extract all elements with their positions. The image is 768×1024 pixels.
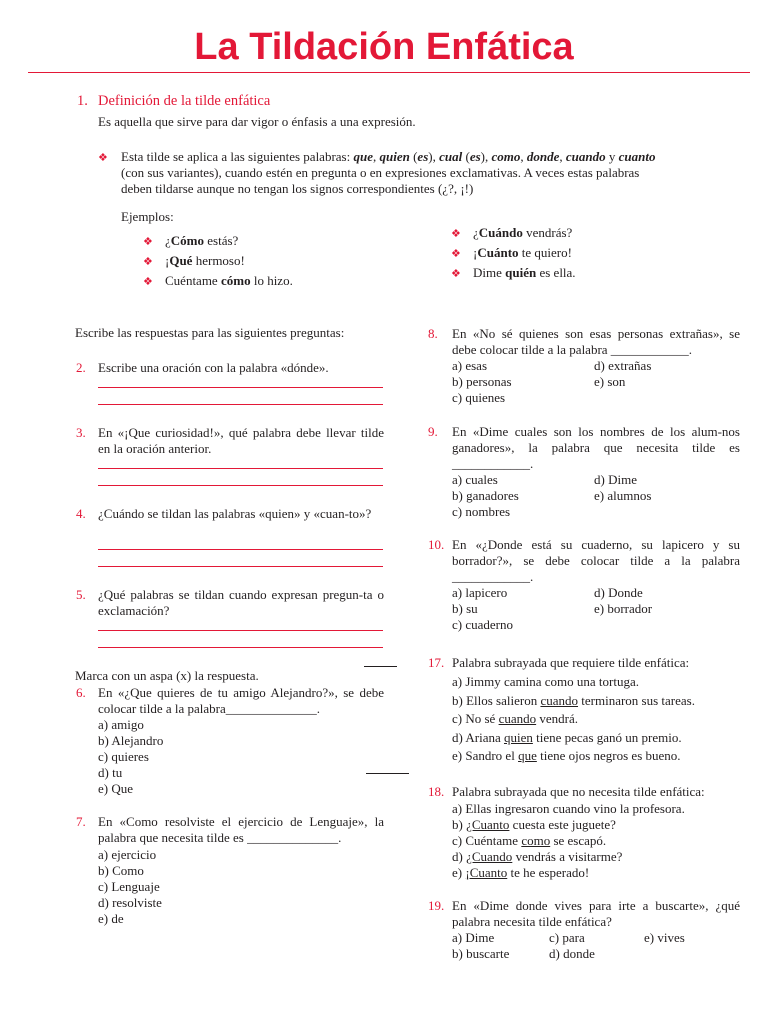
option-item[interactable]: e) vives bbox=[644, 930, 685, 945]
divider-line bbox=[366, 773, 409, 774]
section-heading: Definición de la tilde enfática bbox=[98, 93, 271, 109]
question-text: ¿Qué palabras se tildan cuando expresan pregun-ta o exclamación? bbox=[98, 587, 384, 618]
example-item: ¿Cuándo vendrás? bbox=[473, 225, 573, 240]
mark-instruction: Marca con un aspa (x) la respuesta. bbox=[75, 668, 259, 683]
answer-line[interactable] bbox=[98, 549, 383, 550]
option-item[interactable]: e) borrador bbox=[594, 601, 653, 616]
option-item[interactable]: d) resolviste bbox=[98, 895, 162, 910]
question-number: 19. bbox=[428, 898, 445, 913]
answer-line[interactable] bbox=[98, 468, 383, 469]
option-item[interactable]: c) nombres bbox=[452, 504, 511, 519]
option-item[interactable]: c) No sé cuando vendrá. bbox=[452, 711, 578, 726]
option-item[interactable]: c) para bbox=[549, 930, 585, 945]
bullet-first-line: Esta tilde se aplica a las siguientes palabras: que, quien (es), cual (es), como, donde, cuando y cuanto bbox=[121, 149, 656, 164]
question-number: 18. bbox=[428, 784, 445, 799]
example-item: ¡Cuánto te quiero! bbox=[473, 245, 572, 260]
diamond-bullet-icon: ❖ bbox=[98, 152, 108, 164]
question-text: En «Dime cuales son los nombres de los alum-nos ganadores», la palabra que necesita tilde es ____________. bbox=[452, 424, 740, 471]
answer-line[interactable] bbox=[98, 387, 383, 388]
bullet-line: deben tildarse aunque no tengan los signos correspondientes (¿?, ¡!) bbox=[121, 181, 474, 196]
option-item[interactable]: a) Dime bbox=[452, 930, 495, 945]
option-item[interactable]: c) quieres bbox=[98, 749, 149, 764]
answer-line[interactable] bbox=[98, 647, 383, 648]
option-item[interactable]: c) Lenguaje bbox=[98, 879, 160, 894]
option-item[interactable]: c) cuaderno bbox=[452, 617, 513, 632]
option-item[interactable]: e) son bbox=[594, 374, 626, 389]
option-item[interactable]: e) ¡Cuanto te he esperado! bbox=[452, 865, 590, 880]
diamond-bullet-icon: ❖ bbox=[143, 256, 153, 268]
option-item[interactable]: e) alumnos bbox=[594, 488, 652, 503]
option-item[interactable]: c) quienes bbox=[452, 390, 506, 405]
option-item[interactable]: d) ¿Cuando vendrás a visitarme? bbox=[452, 849, 623, 864]
question-number: 9. bbox=[428, 424, 438, 439]
option-item[interactable]: b) Alejandro bbox=[98, 733, 164, 748]
diamond-bullet-icon: ❖ bbox=[143, 276, 153, 288]
question-text: En «¿Que quieres de tu amigo Alejandro?», se debe colocar tilde a la palabra______________. bbox=[98, 685, 384, 716]
question-number: 2. bbox=[76, 360, 86, 375]
option-item[interactable]: e) de bbox=[98, 911, 124, 926]
question-text: ¿Cuándo se tildan las palabras «quien» y «cuan-to»? bbox=[98, 506, 372, 521]
example-item: Dime quién es ella. bbox=[473, 265, 576, 280]
option-item[interactable]: d) Donde bbox=[594, 585, 643, 600]
question-number: 7. bbox=[76, 814, 86, 829]
diamond-bullet-icon: ❖ bbox=[451, 248, 461, 260]
example-item: ¡Qué hermoso! bbox=[165, 253, 245, 268]
page-title: La Tildación Enfática bbox=[194, 26, 574, 68]
example-item: Cuéntame cómo lo hizo. bbox=[165, 273, 293, 288]
question-text: En «¡Que curiosidad!», qué palabra debe llevar tilde en la oración anterior. bbox=[98, 425, 384, 456]
bullet-line: (con sus variantes), cuando estén en pregunta o en expresiones exclamativas. A veces estas palabras bbox=[121, 165, 640, 180]
question-text: En «No sé quienes son esas personas extrañas», se debe colocar tilde a la palabra ____________. bbox=[452, 326, 740, 357]
question-number: 5. bbox=[76, 587, 86, 602]
option-item[interactable]: b) buscarte bbox=[452, 946, 510, 961]
option-item[interactable]: b) ¿Cuanto cuesta este juguete? bbox=[452, 817, 616, 832]
question-number: 8. bbox=[428, 326, 438, 341]
option-item[interactable]: a) esas bbox=[452, 358, 488, 373]
question-text: En «Como resolviste el ejercicio de Lenguaje», la palabra que necesita tilde es ______________. bbox=[98, 814, 384, 845]
option-item[interactable]: a) amigo bbox=[98, 717, 144, 732]
question-text: Escribe una oración con la palabra «dónde». bbox=[98, 360, 329, 375]
question-number: 6. bbox=[76, 685, 86, 700]
question-number: 17. bbox=[428, 655, 445, 670]
examples-label: Ejemplos: bbox=[121, 209, 174, 224]
diamond-bullet-icon: ❖ bbox=[451, 268, 461, 280]
option-item[interactable]: e) Sandro el que tiene ojos negros es bueno. bbox=[452, 748, 681, 763]
divider-line bbox=[364, 666, 397, 667]
answer-line[interactable] bbox=[98, 404, 383, 405]
question-text: En «Dime donde vives para irte a buscarte», ¿qué palabra necesita tilde enfática? bbox=[452, 898, 740, 929]
option-item[interactable]: a) Jimmy camina como una tortuga. bbox=[452, 674, 640, 689]
answer-line[interactable] bbox=[98, 630, 383, 631]
question-text: En «¿Donde está su cuaderno, su lapicero y su borrador?», se debe colocar tilde a la palabra ____________. bbox=[452, 537, 740, 584]
section-number: 1. bbox=[77, 93, 88, 109]
option-item[interactable]: a) lapicero bbox=[452, 585, 508, 600]
option-item[interactable]: d) tu bbox=[98, 765, 123, 780]
option-item[interactable]: d) Dime bbox=[594, 472, 637, 487]
question-text: Palabra subrayada que no necesita tilde enfática: bbox=[452, 784, 705, 799]
option-item[interactable]: d) donde bbox=[549, 946, 595, 961]
example-item: ¿Cómo estás? bbox=[165, 233, 239, 248]
diamond-bullet-icon: ❖ bbox=[143, 236, 153, 248]
question-text: Palabra subrayada que requiere tilde enfática: bbox=[452, 655, 690, 670]
option-item[interactable]: d) Ariana quien tiene pecas ganó un premio. bbox=[452, 730, 682, 745]
option-item[interactable]: b) Como bbox=[98, 863, 144, 878]
definition-text: Es aquella que sirve para dar vigor o énfasis a una expresión. bbox=[98, 114, 416, 129]
option-item[interactable]: b) su bbox=[452, 601, 478, 616]
answer-line[interactable] bbox=[98, 566, 383, 567]
answer-line[interactable] bbox=[98, 485, 383, 486]
option-item[interactable]: e) Que bbox=[98, 781, 134, 796]
option-item[interactable]: d) extrañas bbox=[594, 358, 652, 373]
question-number: 3. bbox=[76, 425, 86, 440]
diamond-bullet-icon: ❖ bbox=[451, 228, 461, 240]
question-number: 10. bbox=[428, 537, 445, 552]
title-rule bbox=[28, 72, 750, 73]
option-item[interactable]: c) Cuéntame como se escapó. bbox=[452, 833, 607, 848]
option-item[interactable]: b) personas bbox=[452, 374, 512, 389]
option-item[interactable]: b) Ellos salieron cuando terminaron sus tareas. bbox=[452, 693, 695, 708]
option-item[interactable]: b) ganadores bbox=[452, 488, 519, 503]
instructions-text: Escribe las respuestas para las siguientes preguntas: bbox=[75, 325, 345, 340]
option-item[interactable]: a) cuales bbox=[452, 472, 498, 487]
option-item[interactable]: a) Ellas ingresaron cuando vino la profesora. bbox=[452, 801, 685, 816]
option-item[interactable]: a) ejercicio bbox=[98, 847, 157, 862]
question-number: 4. bbox=[76, 506, 86, 521]
